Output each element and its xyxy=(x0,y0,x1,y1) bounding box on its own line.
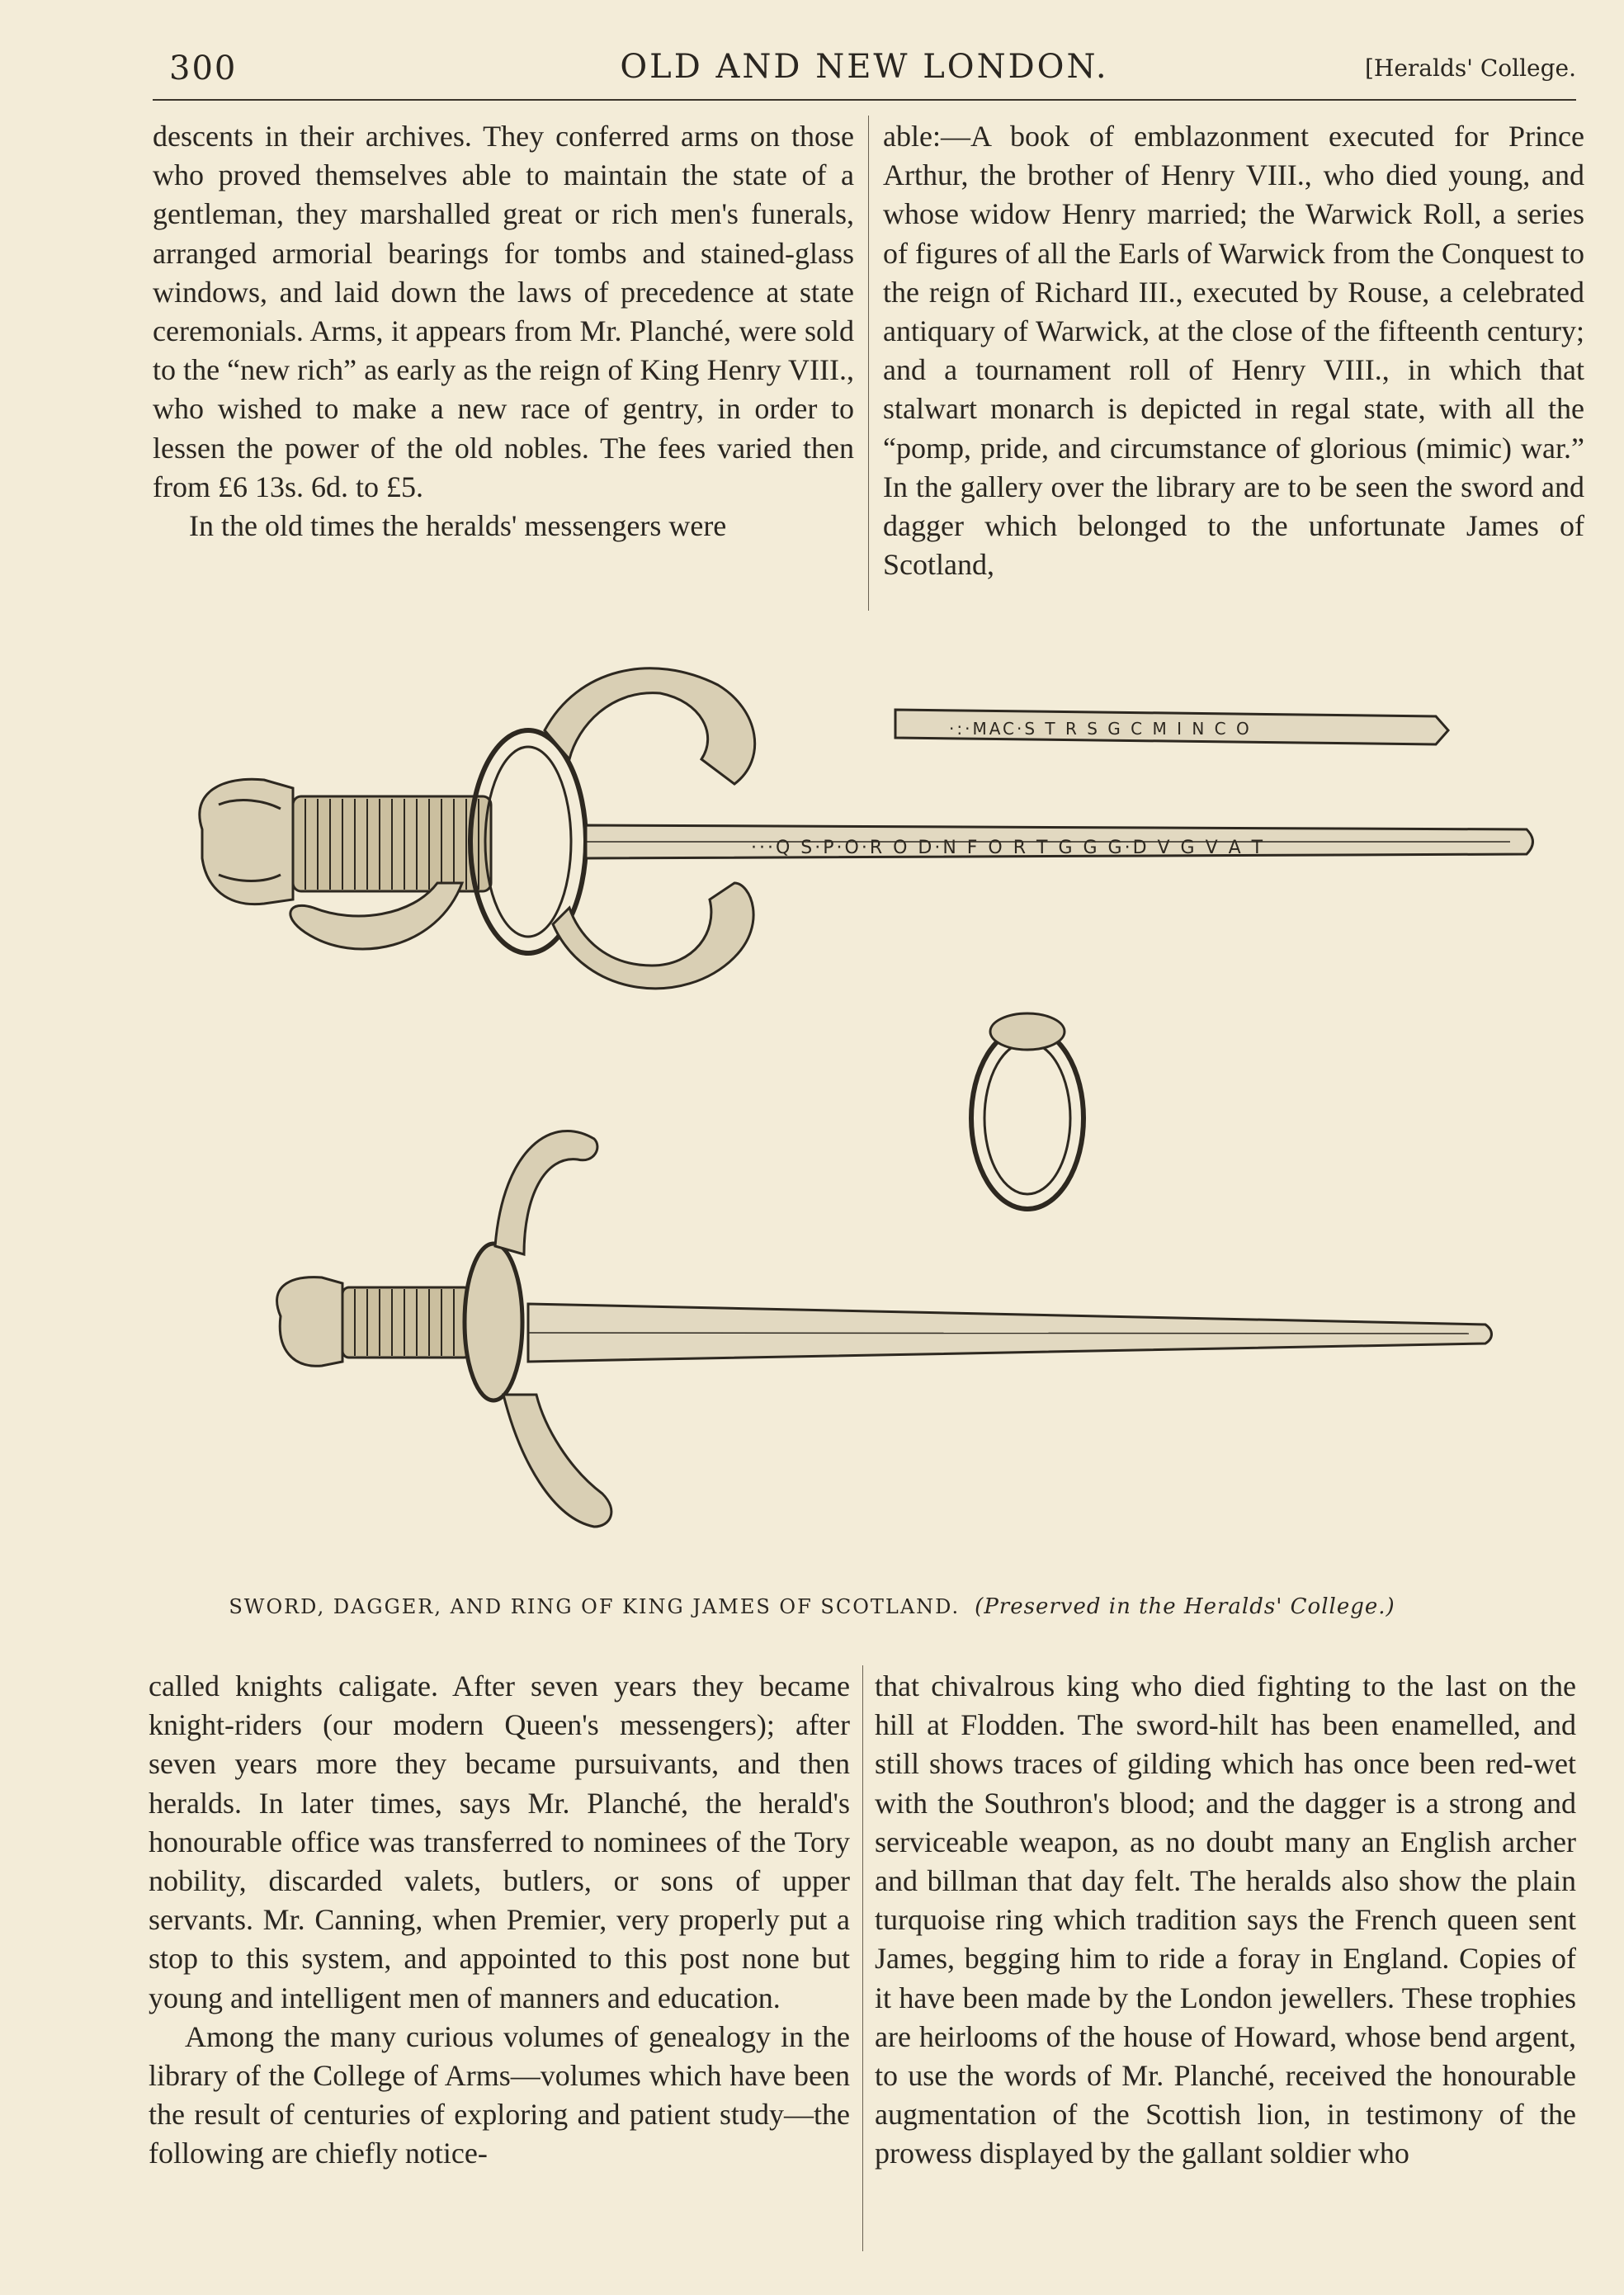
sword-guard-upper xyxy=(545,668,755,784)
running-title: OLD AND NEW LONDON. xyxy=(620,48,1109,86)
section-title: [Heralds' College. xyxy=(1365,54,1576,82)
sword-quillon xyxy=(290,883,462,949)
paragraph: able:—A book of emblazonment executed for Prince Arthur, the brother of Henry VIII., who died young, and whose widow Henry married; the Warwick Roll, a series of figures of all the Earls of Warwick from the Conquest to the reign of Richard III., executed by Rouse, a celebrated antiquary of Warwick, at the close of the fifteenth century; and a tournament roll of Henry VIII., in which that stalwart monarch is depicted in regal state, with all the “pomp, pride, and circumstance of glorious (mimic) war.” In the gallery over the library are to be seen the sword and dagger which belonged to the unfortunate James of Scotland, xyxy=(883,120,1584,582)
blade-inscription: ···Q S·P·O·R O D·N F O R T G G G·D V G V A T xyxy=(751,838,1266,858)
ring-bezel xyxy=(990,1013,1065,1050)
page-number: 300 xyxy=(169,50,238,87)
paragraph: descents in their archives. They conferred arms on those who proved themselves able to maintain the state of a gentleman, they marshalled great or rich men's funerals, arranged armorial bearings for tombs and stained-glass windows, and laid down the laws of precedence at state ceremonials. Arms, it appears from Mr. Planché, were sold to the “new rich” as early as the reign of King Henry VIII., who wished to make a new race of gentry, in order to lessen the power of the old nobles. The fees varied then from £6 13s. 6d. to £5. xyxy=(153,120,854,503)
running-header xyxy=(153,41,1576,101)
left-column-top xyxy=(153,117,854,545)
dagger-ring xyxy=(465,1244,522,1400)
sword-dagger-ring-engraving xyxy=(190,652,1560,1584)
paragraph: called knights caligate. After seven years they became knight-riders (our modern Queen's messengers); after seven years more they became pursuivants, and then heralds. In later times, says Mr. Planché, the herald's honourable office was transferred to nominees of the Tory nobility, discarded valets, butlers, or sons of upper servants. Mr. Canning, when Premier, very properly put a stop to this system, and appointed to this post none but young and intelligent men of manners and education. xyxy=(149,1669,850,2014)
paragraph: In the old times the heralds' messengers were xyxy=(189,509,727,543)
sword-pommel xyxy=(200,779,293,904)
figure-caption xyxy=(0,1594,1624,1619)
banner-inscription: ·:·MAC·S T R S G C M I N C O xyxy=(949,719,1252,739)
right-column-bottom xyxy=(875,1667,1576,2174)
dagger-pommel xyxy=(277,1277,342,1367)
column-rule xyxy=(862,1665,863,2251)
dagger-quillon-lower xyxy=(503,1395,611,1527)
right-column-top xyxy=(883,117,1584,584)
caption-note: (Preserved in the Heralds' College.) xyxy=(975,1594,1395,1619)
paragraph: that chivalrous king who died fighting to the last on the hill at Flodden. The sword-hilt has been enamelled, and still shows traces of gilding which has once been red-wet with the Southron's blood; and the dagger is a strong and serviceable weapon, as no doubt many an English archer and billman that day felt. The heralds also show the plain turquoise ring which tradition says the French queen sent James, begging him to ride a foray in England. Copies of it have been made by the London jewellers. These trophies are heirlooms of the house of Howard, whose bend argent, to use the words of Mr. Planché, received the honourable augmentation of the Scottish lion, in testimony of the prowess displayed by the gallant soldier who xyxy=(875,1669,1576,2170)
column-rule xyxy=(868,116,869,611)
caption-text: SWORD, DAGGER, AND RING OF KING JAMES OF SCOTLAND. xyxy=(229,1595,961,1618)
dagger-grip xyxy=(342,1287,470,1358)
dagger-quillon-upper xyxy=(495,1131,597,1254)
paragraph: Among the many curious volumes of genealogy in the library of the College of Arms—volumes which have been the result of centuries of exploring and patient study—the following are chiefly notice- xyxy=(149,2019,850,2170)
sword-guard-lower xyxy=(553,883,753,989)
ring xyxy=(971,1027,1083,1209)
left-column-bottom xyxy=(149,1667,850,2174)
